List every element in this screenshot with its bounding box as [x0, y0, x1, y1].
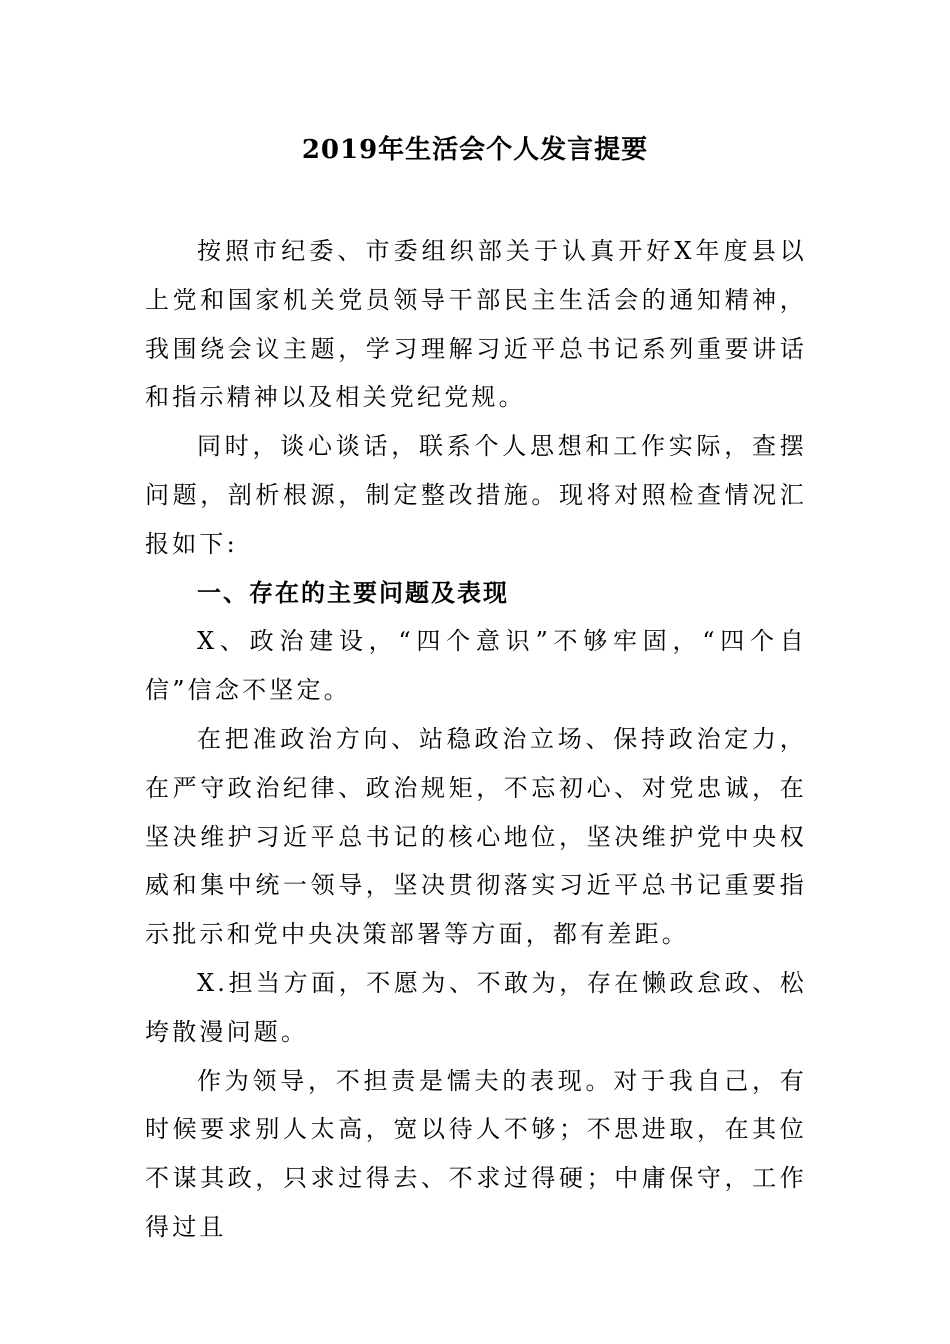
paragraph-responsibility: X.担当方面，不愿为、不敢为，存在懒政怠政、松垮散漫问题。 [145, 968, 807, 1046]
paragraph-intro: 按照市纪委、市委组织部关于认真开好X年度县以上党和国家机关党员领导干部民主生活会的通知精神，我围绕会议主题，学习理解习近平总书记系列重要讲话和指示精神以及相关党纪党规。 [145, 237, 807, 412]
paragraph-political-detail: 在把准政治方向、站稳政治立场、保持政治定力，在严守政治纪律、政治规矩，不忘初心、对党忠诚，在坚决维护习近平总书记的核心地位，坚决维护党中央权威和集中统一领导，坚决贯彻落实习近平总书记重要指示批示和党中央决策部署等方面，都有差距。 [145, 724, 807, 949]
document-body [145, 227, 807, 1252]
paragraph-political-building: X、政治建设，“四个意识”不够牢固，“四个自信”信念不坚定。 [145, 627, 807, 705]
paragraph-responsibility-detail: 作为领导，不担责是懦夫的表现。对于我自己，有时候要求别人太高，宽以待人不够；不思进取，在其位不谋其政，只求过得去、不求过得硬；中庸保守，工作得过且 [145, 1066, 807, 1241]
document-title: 2019年生活会个人发言提要 [301, 135, 649, 165]
paragraph-method: 同时，谈心谈话，联系个人思想和工作实际，查摆问题，剖析根源，制定整改措施。现将对照检查情况汇报如下: [145, 432, 807, 558]
section-heading-problems: 一、存在的主要问题及表现 [197, 578, 509, 607]
